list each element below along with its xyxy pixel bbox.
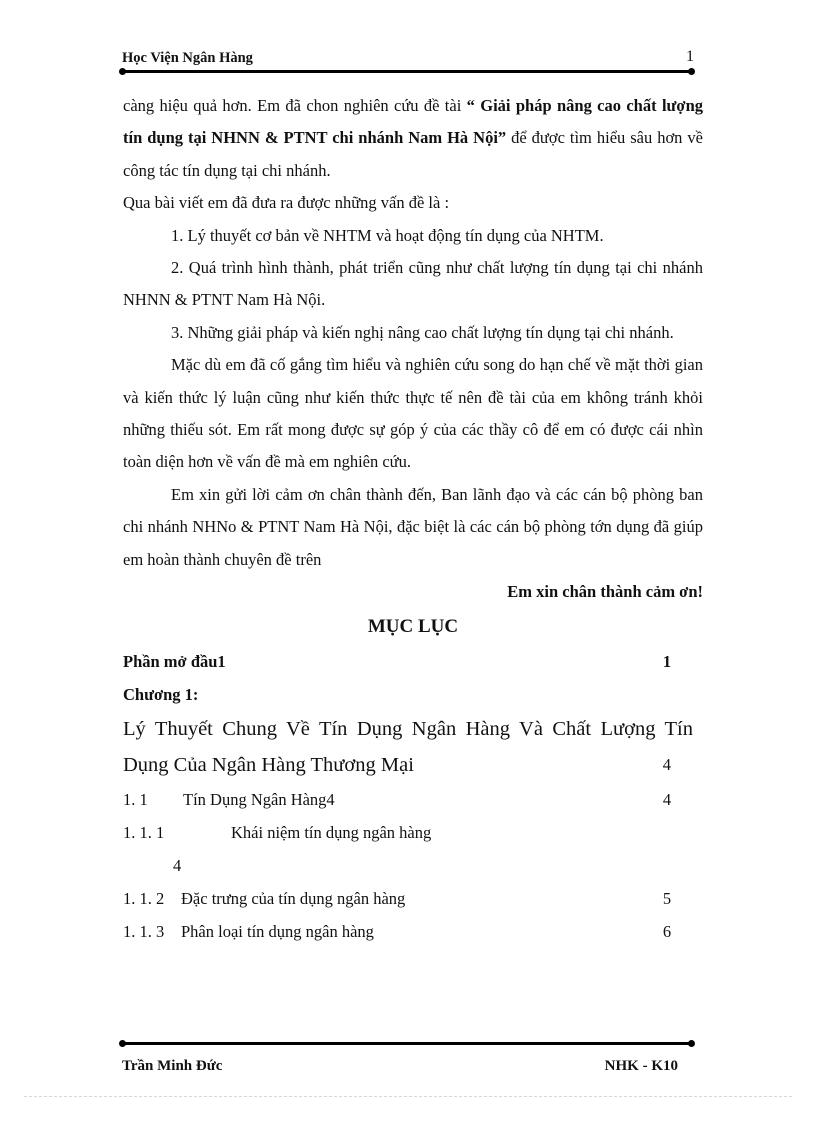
paragraph-acknowledgement: Em xin gửi lời cảm ơn chân thành đến, Ban lãnh đạo và các cán bộ phòng ban chi nhánh NHNo & PTNT Nam Hà Nội, đặc biệt là các cán bộ phòng tớn dụng đã giúp em hoàn thành chuyên đề trên xyxy=(123,484,703,569)
page-bottom-border xyxy=(24,1096,792,1097)
toc-1-1-3-number: 1. 1. 3 xyxy=(123,921,165,941)
toc-chapter-title: Lý Thuyết Chung Về Tín Dụng Ngân Hàng Và Chất Lượng Tín Dụng Của Ngân Hàng Thương Mại xyxy=(123,717,693,776)
toc-intro-page: 1 xyxy=(662,651,672,671)
header-page-number: 1 xyxy=(686,48,694,65)
header-rule xyxy=(122,70,692,73)
thanks-line: Em xin chân thành cảm ơn! xyxy=(507,582,703,602)
toc-1-1-3-page: 6 xyxy=(662,921,672,941)
toc-1-1-1-text: Khái niệm tín dụng ngân hàng xyxy=(231,822,432,842)
paragraph-issues: Qua bài viết em đã đưa ra được những vấn đề là : xyxy=(123,193,450,213)
paragraph-intro xyxy=(123,90,703,187)
toc-row-1-1-2 xyxy=(123,882,683,915)
list-item-3: 3. Những giải pháp và kiến nghị nâng cao chất lượng tín dụng tại chi nhánh. xyxy=(171,322,674,342)
toc-1-1-3-text: Phân loại tín dụng ngân hàng xyxy=(181,921,374,941)
toc-title: MỤC LỤC xyxy=(367,615,459,637)
footer-class: NHK - K10 xyxy=(604,1058,678,1074)
intro-text-c: để được tìm hiểu sâu hơn về công tác tín dụng tại chi nhánh. xyxy=(123,128,703,180)
document-body xyxy=(123,90,703,948)
toc-1-1-2-page: 5 xyxy=(662,888,672,908)
toc-row-1-1 xyxy=(123,783,683,816)
footer-rule xyxy=(122,1042,692,1045)
toc-1-1-1-page: 4 xyxy=(173,855,182,875)
toc-row-intro xyxy=(123,645,683,678)
toc-row-1-1-1-page xyxy=(123,849,683,882)
toc-row-chapter xyxy=(123,678,683,711)
toc-chapter-label: Chương 1: xyxy=(123,684,199,704)
header-institution: Học Viện Ngân Hàng xyxy=(122,50,253,66)
toc-chapter-title-block xyxy=(123,711,693,783)
page-header xyxy=(122,46,694,68)
toc-1-1-number: 1. 1 xyxy=(123,789,148,809)
table-of-contents xyxy=(123,645,693,948)
list-item-1: 1. Lý thuyết cơ bản về NHTM và hoạt động tín dụng của NHTM. xyxy=(171,225,604,245)
toc-chapter-page: 4 xyxy=(662,754,671,774)
toc-1-1-2-number: 1. 1. 2 xyxy=(123,888,165,908)
thesis-title: “ Giải pháp nâng cao chất lượng tín dụng tại NHNN & PTNT chi nhánh Nam Hà Nội” xyxy=(123,96,703,148)
paragraph-apology: Mặc dù em đã cố gắng tìm hiểu và nghiên cứu song do hạn chế về mặt thời gian và kiến thức lý luận cũng như kiến thức thực tế nên đề tài của em không tránh khỏi những thiếu sót. Em rất mong được sự góp ý của các thầy cô để em có được cái nhìn toàn diện hơn về vấn đề mà em nghiên cứu. xyxy=(123,355,703,472)
toc-row-1-1-3 xyxy=(123,915,683,948)
list-item-2: 2. Quá trình hình thành, phát triển cũng như chất lượng tín dụng tại chi nhánh NHNN & PTNT Nam Hà Nội. xyxy=(123,258,703,310)
footer-author: Trần Minh Đức xyxy=(122,1058,223,1074)
toc-1-1-page: 4 xyxy=(662,789,672,809)
intro-text-a: càng hiệu quả hơn. Em đã chon nghiên cứu đề tài xyxy=(123,96,467,115)
toc-1-1-1-number: 1. 1. 1 xyxy=(123,822,165,842)
toc-intro-label: Phần mở đầu1 xyxy=(123,651,226,671)
toc-1-1-text: Tín Dụng Ngân Hàng4 xyxy=(183,789,335,809)
toc-row-1-1-1 xyxy=(123,816,683,849)
toc-1-1-2-text: Đặc trưng của tín dụng ngân hàng xyxy=(181,888,406,908)
